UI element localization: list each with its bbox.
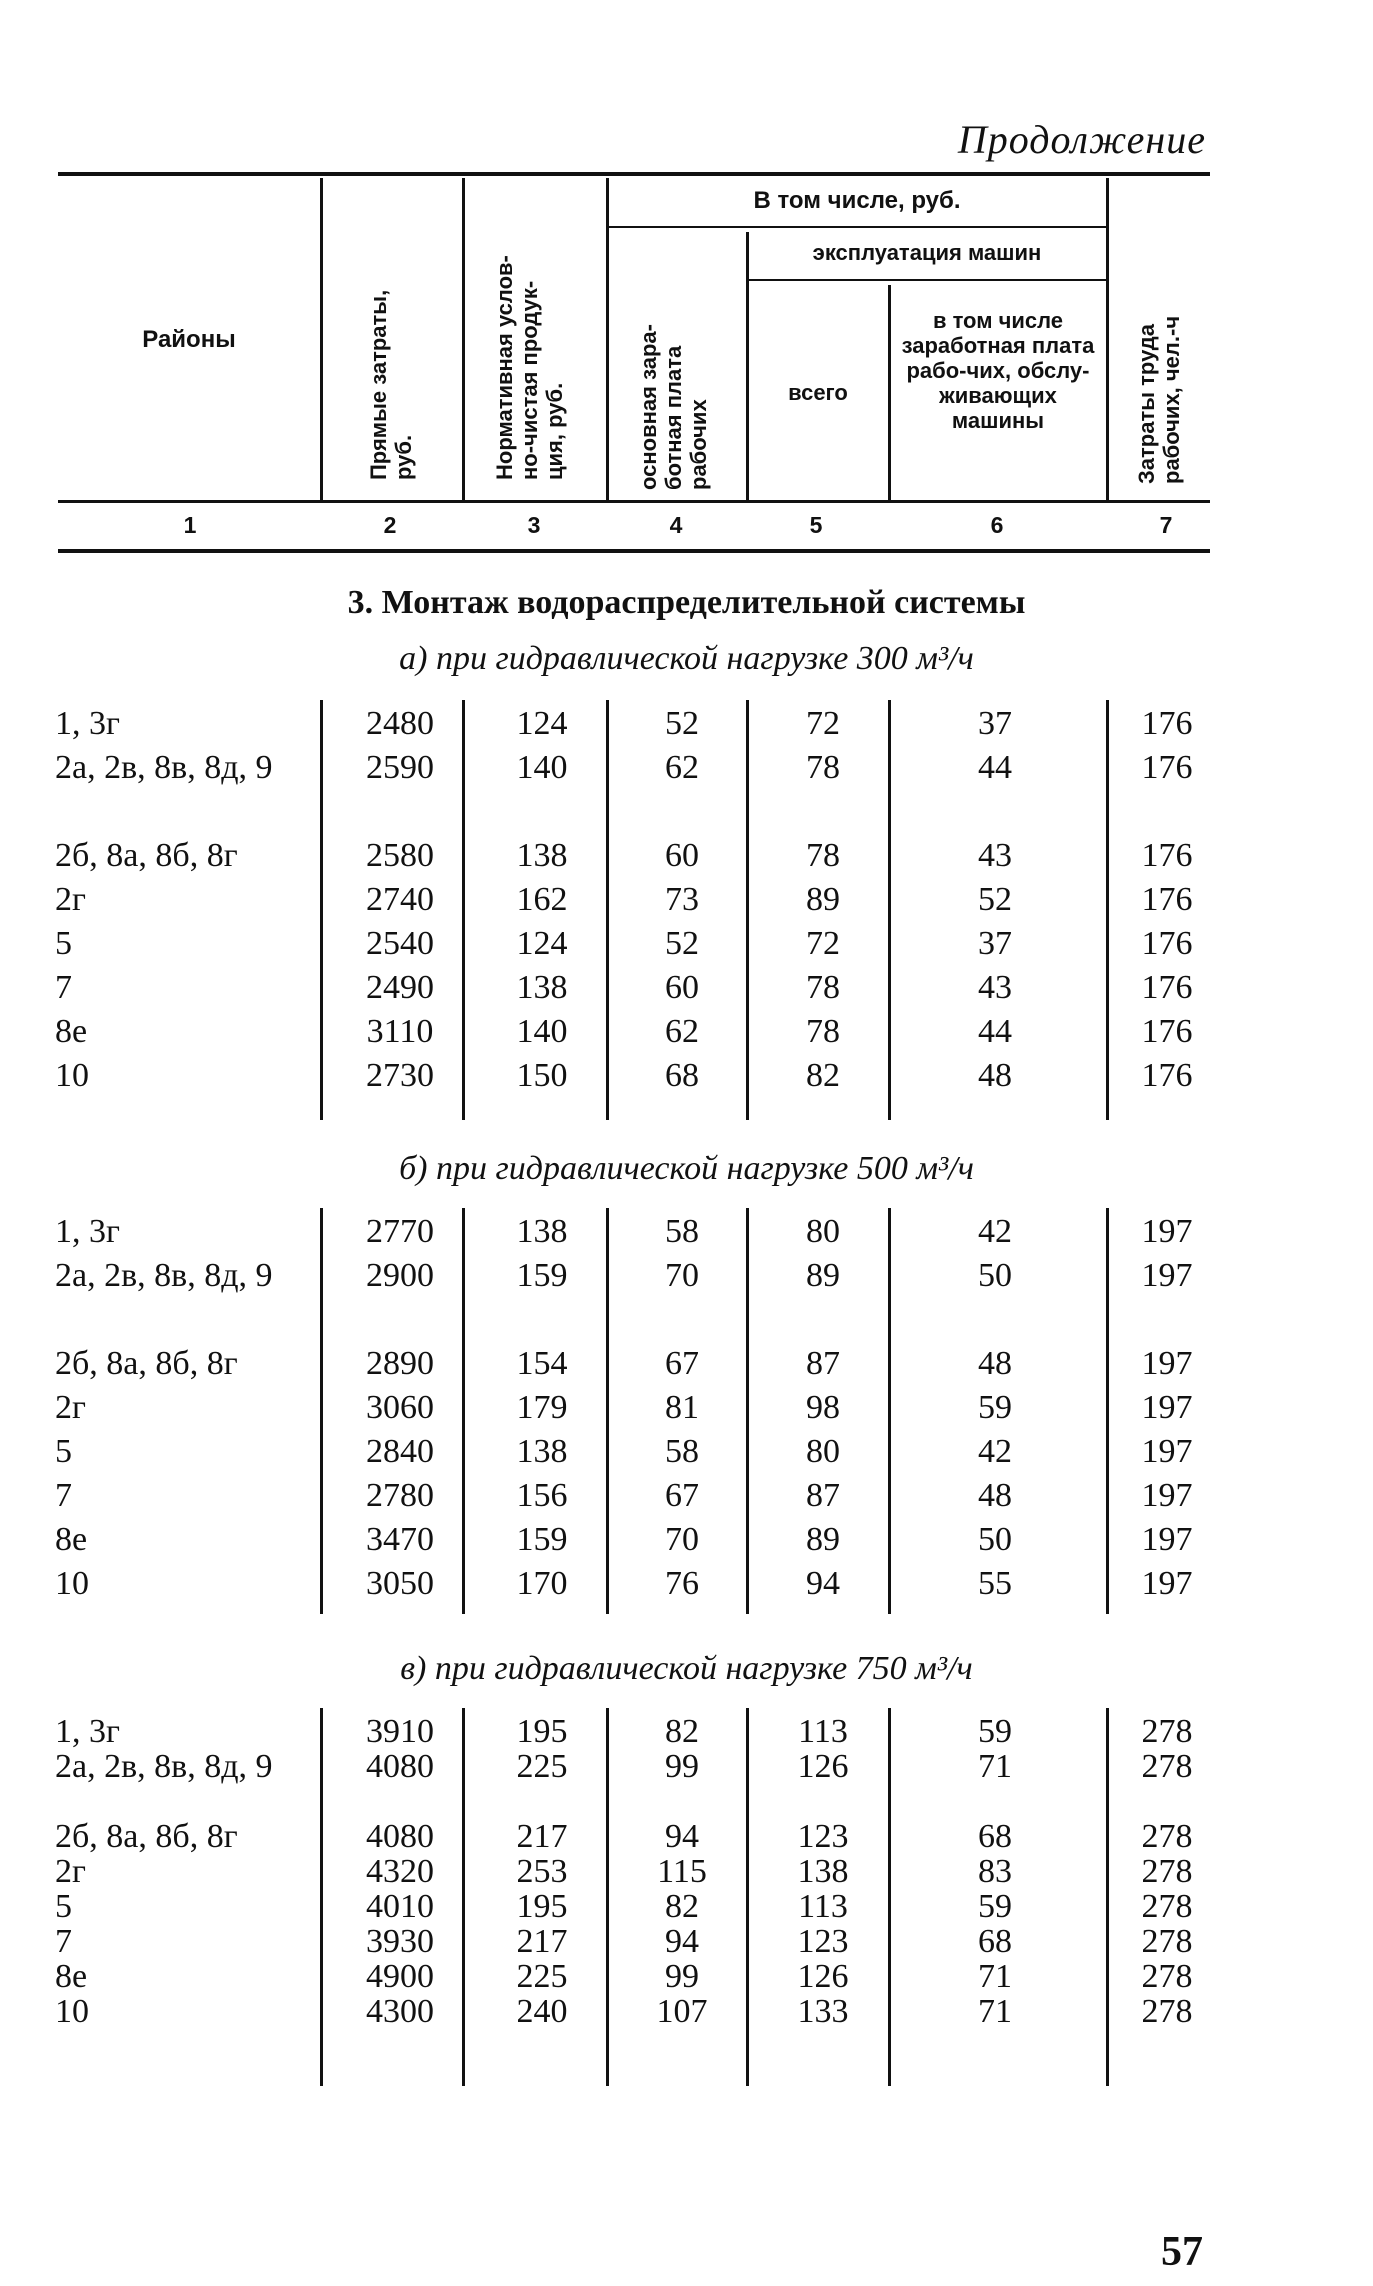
column-separator	[1106, 700, 1109, 1120]
column-separator	[320, 1208, 323, 1614]
value-cell: 2490	[366, 969, 434, 1006]
column-separator	[888, 1708, 891, 2086]
header-labor-costs: Затраты труда рабочих, чел.-ч	[1134, 315, 1184, 484]
header-separator	[320, 178, 323, 500]
value-cell: 123	[797, 1923, 849, 1960]
value-cell: 44	[978, 749, 1012, 786]
value-cell: 55	[978, 1565, 1012, 1602]
header-normative-production: Нормативная услов- но-чистая продук- ция, руб.	[492, 255, 567, 480]
value-cell: 48	[978, 1057, 1012, 1094]
column-number: 4	[669, 512, 683, 538]
column-separator	[1106, 1708, 1109, 2086]
value-cell: 197	[1141, 1433, 1193, 1470]
colnum-top-rule	[58, 500, 1210, 503]
column-separator	[462, 700, 465, 1120]
value-cell: 48	[978, 1477, 1012, 1514]
column-separator	[462, 1708, 465, 2086]
value-cell: 154	[516, 1345, 568, 1382]
region-cell: 2а, 2в, 8в, 8д, 9	[55, 1257, 273, 1294]
value-cell: 197	[1141, 1257, 1193, 1294]
value-cell: 78	[806, 1013, 840, 1050]
value-cell: 82	[665, 1888, 699, 1925]
column-separator	[888, 700, 891, 1120]
value-cell: 278	[1141, 1993, 1193, 2030]
column-number: 6	[990, 512, 1004, 538]
value-cell: 73	[665, 881, 699, 918]
column-separator	[746, 700, 749, 1120]
value-cell: 76	[665, 1565, 699, 1602]
value-cell: 278	[1141, 1713, 1193, 1750]
value-cell: 278	[1141, 1818, 1193, 1855]
value-cell: 159	[516, 1521, 568, 1558]
value-cell: 68	[978, 1923, 1012, 1960]
header-separator	[746, 232, 749, 500]
value-cell: 42	[978, 1433, 1012, 1470]
column-separator	[1106, 1208, 1109, 1614]
value-cell: 99	[665, 1748, 699, 1785]
subsection-title: в) при гидравлической нагрузке 750 м³/ч	[400, 1650, 973, 1687]
value-cell: 176	[1141, 749, 1193, 786]
value-cell: 133	[797, 1993, 849, 2030]
value-cell: 98	[806, 1389, 840, 1426]
region-cell: 7	[55, 1923, 72, 1960]
value-cell: 70	[665, 1521, 699, 1558]
value-cell: 253	[516, 1853, 568, 1890]
value-cell: 62	[665, 749, 699, 786]
region-cell: 5	[55, 1888, 72, 1925]
value-cell: 126	[797, 1958, 849, 1995]
value-cell: 81	[665, 1389, 699, 1426]
value-cell: 217	[516, 1923, 568, 1960]
value-cell: 50	[978, 1521, 1012, 1558]
column-separator	[606, 700, 609, 1120]
value-cell: 3050	[366, 1565, 434, 1602]
header-basic-wages: основная зара- ботная плата рабочих	[636, 324, 711, 490]
value-cell: 94	[665, 1818, 699, 1855]
value-cell: 2740	[366, 881, 434, 918]
value-cell: 58	[665, 1213, 699, 1250]
value-cell: 2590	[366, 749, 434, 786]
value-cell: 62	[665, 1013, 699, 1050]
value-cell: 197	[1141, 1345, 1193, 1382]
value-cell: 89	[806, 1257, 840, 1294]
value-cell: 2840	[366, 1433, 434, 1470]
column-separator	[746, 1708, 749, 2086]
value-cell: 87	[806, 1477, 840, 1514]
region-cell: 2г	[55, 881, 86, 918]
value-cell: 4080	[366, 1748, 434, 1785]
region-cell: 1, 3г	[55, 705, 120, 742]
value-cell: 3110	[366, 1013, 434, 1050]
value-cell: 50	[978, 1257, 1012, 1294]
value-cell: 107	[656, 1993, 708, 2030]
value-cell: 58	[665, 1433, 699, 1470]
value-cell: 278	[1141, 1923, 1193, 1960]
header-total: всего	[788, 380, 848, 405]
section-title: 3. Монтаж водораспределительной системы	[347, 584, 1026, 621]
region-cell: 7	[55, 1477, 72, 1514]
region-cell: 2а, 2в, 8в, 8д, 9	[55, 1748, 273, 1785]
header-machine-operation: эксплуатация машин	[812, 240, 1042, 265]
value-cell: 59	[978, 1713, 1012, 1750]
value-cell: 176	[1141, 969, 1193, 1006]
colnum-bottom-rule	[58, 549, 1210, 553]
column-separator	[746, 1208, 749, 1614]
value-cell: 138	[516, 969, 568, 1006]
value-cell: 179	[516, 1389, 568, 1426]
region-cell: 10	[55, 1565, 89, 1602]
value-cell: 113	[798, 1713, 848, 1750]
value-cell: 72	[806, 925, 840, 962]
value-cell: 4080	[366, 1818, 434, 1855]
value-cell: 44	[978, 1013, 1012, 1050]
value-cell: 115	[657, 1853, 707, 1890]
header-regions: Районы	[142, 326, 236, 353]
column-number: 2	[383, 512, 397, 538]
continuation-label: Продолжение	[957, 117, 1206, 162]
value-cell: 197	[1141, 1389, 1193, 1426]
value-cell: 138	[516, 837, 568, 874]
value-cell: 60	[665, 969, 699, 1006]
value-cell: 138	[516, 1433, 568, 1470]
value-cell: 240	[516, 1993, 568, 2030]
value-cell: 59	[978, 1888, 1012, 1925]
machine-group-rule	[748, 279, 1106, 281]
region-cell: 10	[55, 1057, 89, 1094]
value-cell: 159	[516, 1257, 568, 1294]
column-separator	[462, 1208, 465, 1614]
region-cell: 5	[55, 1433, 72, 1470]
value-cell: 278	[1141, 1853, 1193, 1890]
value-cell: 4300	[366, 1993, 434, 2030]
value-cell: 52	[665, 705, 699, 742]
top-rule	[58, 172, 1210, 176]
value-cell: 225	[516, 1748, 568, 1785]
value-cell: 138	[797, 1853, 849, 1890]
value-cell: 48	[978, 1345, 1012, 1382]
value-cell: 138	[516, 1213, 568, 1250]
value-cell: 52	[665, 925, 699, 962]
value-cell: 2540	[366, 925, 434, 962]
value-cell: 89	[806, 1521, 840, 1558]
column-separator	[888, 1208, 891, 1614]
value-cell: 126	[797, 1748, 849, 1785]
value-cell: 4320	[366, 1853, 434, 1890]
region-cell: 7	[55, 969, 72, 1006]
value-cell: 94	[806, 1565, 840, 1602]
value-cell: 176	[1141, 1013, 1193, 1050]
value-cell: 71	[978, 1993, 1012, 2030]
column-separator	[606, 1208, 609, 1614]
value-cell: 3470	[366, 1521, 434, 1558]
value-cell: 94	[665, 1923, 699, 1960]
value-cell: 4010	[366, 1888, 434, 1925]
value-cell: 52	[978, 881, 1012, 918]
value-cell: 78	[806, 749, 840, 786]
region-cell: 2б, 8а, 8б, 8г	[55, 837, 238, 874]
value-cell: 278	[1141, 1958, 1193, 1995]
column-separator	[606, 1708, 609, 2086]
value-cell: 195	[516, 1888, 568, 1925]
value-cell: 2480	[366, 705, 434, 742]
value-cell: 3910	[366, 1713, 434, 1750]
header-separator	[888, 285, 891, 500]
header-including-group: В том числе, руб.	[753, 187, 961, 214]
value-cell: 37	[978, 925, 1012, 962]
value-cell: 124	[516, 705, 568, 742]
region-cell: 1, 3г	[55, 1213, 120, 1250]
region-cell: 5	[55, 925, 72, 962]
value-cell: 176	[1141, 925, 1193, 962]
region-cell: 1, 3г	[55, 1713, 120, 1750]
value-cell: 71	[978, 1748, 1012, 1785]
value-cell: 176	[1141, 837, 1193, 874]
value-cell: 176	[1141, 705, 1193, 742]
value-cell: 2780	[366, 1477, 434, 1514]
value-cell: 68	[978, 1818, 1012, 1855]
value-cell: 2730	[366, 1057, 434, 1094]
value-cell: 176	[1141, 1057, 1193, 1094]
value-cell: 140	[516, 1013, 568, 1050]
value-cell: 150	[516, 1057, 568, 1094]
value-cell: 124	[516, 925, 568, 962]
value-cell: 42	[978, 1213, 1012, 1250]
value-cell: 99	[665, 1958, 699, 1995]
value-cell: 71	[978, 1958, 1012, 1995]
value-cell: 43	[978, 969, 1012, 1006]
value-cell: 87	[806, 1345, 840, 1382]
value-cell: 89	[806, 881, 840, 918]
header-separator	[1106, 178, 1109, 500]
region-cell: 8е	[55, 1958, 88, 1995]
column-number: 5	[809, 512, 823, 538]
value-cell: 140	[516, 749, 568, 786]
value-cell: 156	[516, 1477, 568, 1514]
value-cell: 3060	[366, 1389, 434, 1426]
value-cell: 80	[806, 1213, 840, 1250]
value-cell: 72	[806, 705, 840, 742]
value-cell: 123	[797, 1818, 849, 1855]
value-cell: 70	[665, 1257, 699, 1294]
value-cell: 170	[516, 1565, 568, 1602]
value-cell: 37	[978, 705, 1012, 742]
value-cell: 162	[516, 881, 568, 918]
column-number: 3	[527, 512, 541, 538]
column-separator	[320, 700, 323, 1120]
region-cell: 2г	[55, 1853, 86, 1890]
subsection-title: а) при гидравлической нагрузке 300 м³/ч	[399, 640, 974, 677]
value-cell: 2890	[366, 1345, 434, 1382]
region-cell: 2а, 2в, 8в, 8д, 9	[55, 749, 273, 786]
value-cell: 2770	[366, 1213, 434, 1250]
value-cell: 67	[665, 1477, 699, 1514]
region-cell: 2б, 8а, 8б, 8г	[55, 1345, 238, 1382]
value-cell: 278	[1141, 1748, 1193, 1785]
value-cell: 78	[806, 969, 840, 1006]
value-cell: 2900	[366, 1257, 434, 1294]
group-rule	[608, 226, 1106, 228]
region-cell: 2б, 8а, 8б, 8г	[55, 1818, 238, 1855]
value-cell: 197	[1141, 1521, 1193, 1558]
region-cell: 10	[55, 1993, 89, 2030]
value-cell: 197	[1141, 1477, 1193, 1514]
value-cell: 67	[665, 1345, 699, 1382]
subsection-title: б) при гидравлической нагрузке 500 м³/ч	[399, 1150, 974, 1187]
region-cell: 8е	[55, 1013, 88, 1050]
value-cell: 59	[978, 1389, 1012, 1426]
value-cell: 78	[806, 837, 840, 874]
value-cell: 83	[978, 1853, 1012, 1890]
value-cell: 68	[665, 1057, 699, 1094]
value-cell: 176	[1141, 881, 1193, 918]
value-cell: 60	[665, 837, 699, 874]
value-cell: 197	[1141, 1213, 1193, 1250]
value-cell: 217	[516, 1818, 568, 1855]
header-separator	[462, 178, 465, 500]
region-cell: 8е	[55, 1521, 88, 1558]
value-cell: 80	[806, 1433, 840, 1470]
column-separator	[320, 1708, 323, 2086]
value-cell: 225	[516, 1958, 568, 1995]
column-number: 7	[1159, 512, 1173, 538]
value-cell: 4900	[366, 1958, 434, 1995]
value-cell: 3930	[366, 1923, 434, 1960]
value-cell: 82	[665, 1713, 699, 1750]
column-number: 1	[183, 512, 197, 538]
value-cell: 278	[1141, 1888, 1193, 1925]
value-cell: 197	[1141, 1565, 1193, 1602]
header-direct-costs: Прямые затраты, руб.	[366, 289, 416, 480]
value-cell: 195	[516, 1713, 568, 1750]
header-machine-wages: в том числе заработная плата рабо-чих, обслу-живающих машины	[901, 308, 1095, 433]
region-cell: 2г	[55, 1389, 86, 1426]
value-cell: 82	[806, 1057, 840, 1094]
page-number: 57	[1161, 2229, 1203, 2275]
value-cell: 43	[978, 837, 1012, 874]
value-cell: 113	[798, 1888, 848, 1925]
value-cell: 2580	[366, 837, 434, 874]
